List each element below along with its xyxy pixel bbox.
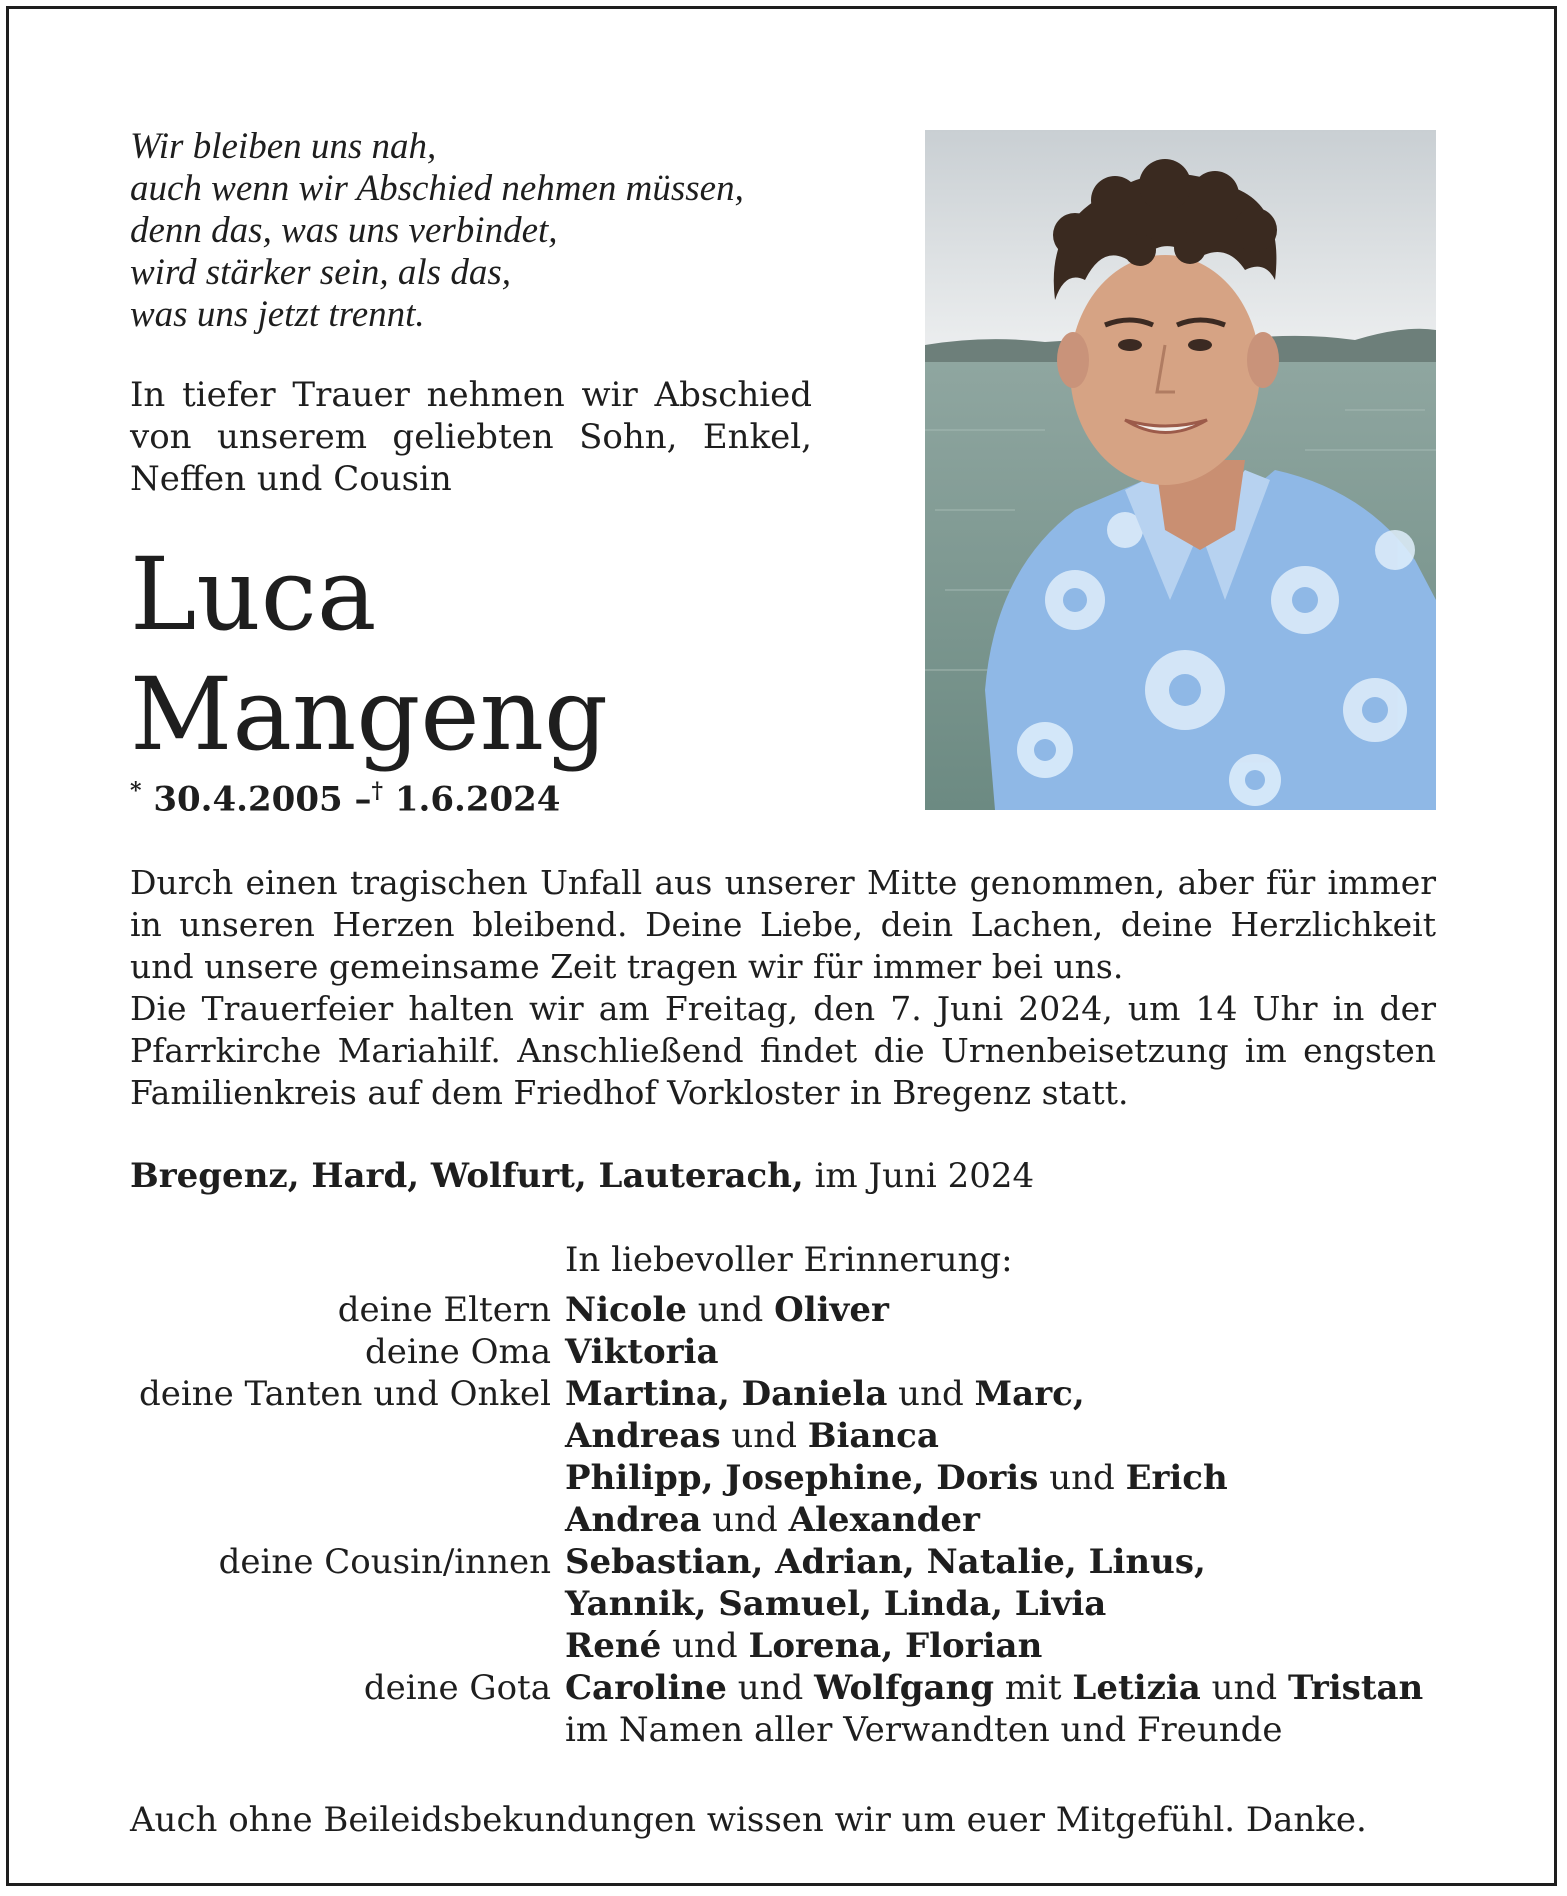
conjunction: und [672, 1626, 738, 1666]
birth-mark: * [130, 778, 142, 804]
family-names [565, 1458, 1228, 1498]
family-row [0, 1668, 1567, 1710]
birth-date: 30.4.2005 [153, 779, 343, 820]
poem-line: auch wenn wir Abschied nehmen müssen, [130, 168, 744, 209]
body-line: in unseren Herzen bleibend. Deine Liebe, dein Lachen, deine Herzlichkeit [130, 905, 1436, 944]
footer-text: Auch ohne Beileidsbekundungen wissen wir um euer Mitgefühl. Danke. [130, 1800, 1367, 1840]
poem-line: wird stärker sein, als das, [130, 252, 511, 293]
first-name: Luca [130, 536, 377, 653]
body-text [130, 862, 1436, 1114]
memory-heading: In liebevoller Erinnerung: [565, 1240, 1013, 1280]
conjunction: und [898, 1374, 964, 1414]
relation-label: deine Cousin/innen [218, 1542, 551, 1582]
family-name: Caroline [565, 1668, 727, 1708]
places-towns: Bregenz, Hard, Wolfurt, Lauterach, [130, 1156, 804, 1196]
family-row [0, 1584, 1567, 1626]
death-mark: † [371, 778, 383, 804]
life-dates [130, 778, 560, 819]
date-separator: – [354, 779, 372, 820]
family-name: Nicole [565, 1290, 687, 1330]
family-names [565, 1290, 889, 1330]
family-row [0, 1626, 1567, 1668]
conjunction: und [731, 1416, 797, 1456]
family-name: Alexander [788, 1500, 980, 1540]
relation-label: deine Oma [365, 1332, 551, 1372]
places-line [130, 1156, 1034, 1196]
poem-line: was uns jetzt trennt. [130, 294, 425, 335]
family-names [565, 1542, 1206, 1582]
family-name: René [565, 1626, 662, 1666]
conjunction: und [697, 1290, 764, 1330]
family-name: Tristan [1288, 1668, 1424, 1708]
family-name: Wolfgang [814, 1668, 994, 1708]
conjunction: und [1049, 1458, 1115, 1498]
family-row [0, 1500, 1567, 1542]
last-name: Mangeng [130, 656, 609, 773]
intro-line: In tiefer Trauer nehmen wir Abschied [130, 375, 812, 415]
family-row [0, 1542, 1567, 1584]
closing-line: im Namen aller Verwandten und Freunde [565, 1710, 1283, 1750]
family-name: Marc, [974, 1374, 1085, 1414]
family-name: Philipp, Josephine, Doris [565, 1458, 1039, 1498]
family-row [0, 1332, 1567, 1374]
family-row [0, 1458, 1567, 1500]
death-date: 1.6.2024 [394, 779, 561, 820]
family-name: Sebastian, Adrian, Natalie, Linus, [565, 1542, 1206, 1582]
family-name: Erich [1125, 1458, 1228, 1498]
family-name: Viktoria [565, 1332, 719, 1372]
body-line: Durch einen tragischen Unfall aus unserer Mitte genommen, aber für immer [130, 863, 1436, 902]
family-name: Yannik, Samuel, Linda, Livia [565, 1584, 1107, 1624]
family-names [565, 1500, 980, 1540]
conjunction: und [737, 1668, 804, 1708]
family-name: Andreas [565, 1416, 721, 1456]
places-date: im Juni 2024 [814, 1156, 1035, 1196]
family-name: Oliver [774, 1290, 889, 1330]
family-row [0, 1416, 1567, 1458]
family-names [565, 1416, 939, 1456]
poem [130, 126, 744, 336]
body-line: Familienkreis auf dem Friedhof Vorkloster in Bregenz statt. [130, 1073, 1129, 1112]
family-name: Lorena, Florian [748, 1626, 1043, 1666]
family-names [565, 1626, 1042, 1666]
family-name: Bianca [807, 1416, 939, 1456]
family-name: Andrea [565, 1500, 702, 1540]
intro-line: von unserem geliebten Sohn, Enkel, [130, 417, 812, 457]
family-names [565, 1374, 1085, 1414]
family-names [565, 1332, 719, 1372]
family-names [565, 1584, 1106, 1624]
family-name: Martina, Daniela [565, 1374, 888, 1414]
body-line: Pfarrkirche Mariahilf. Anschließend findet die Urnenbeisetzung im engsten [130, 1031, 1436, 1070]
relation-label: deine Tanten und Onkel [138, 1374, 551, 1414]
relation-label: deine Eltern [337, 1290, 551, 1330]
conjunction: und [712, 1500, 778, 1540]
intro-text [130, 374, 812, 500]
deceased-name [130, 535, 608, 775]
portrait-photo [925, 130, 1436, 810]
relation-label: deine Gota [363, 1668, 551, 1708]
family-row [0, 1290, 1567, 1332]
body-line: Die Trauerfeier halten wir am Freitag, den 7. Juni 2024, um 14 Uhr in der [130, 989, 1436, 1028]
conjunction: mit [1004, 1668, 1062, 1708]
poem-line: Wir bleiben uns nah, [130, 126, 437, 167]
conjunction: und [1211, 1668, 1278, 1708]
family-row [0, 1374, 1567, 1416]
family-names [565, 1668, 1423, 1708]
family-list [0, 1290, 1567, 1752]
family-name: Letizia [1072, 1668, 1201, 1708]
poem-line: denn das, was uns verbindet, [130, 210, 558, 251]
intro-line: Neffen und Cousin [130, 459, 452, 499]
body-line: und unsere gemeinsame Zeit tragen wir für immer bei uns. [130, 947, 1124, 986]
family-row [0, 1710, 1567, 1752]
